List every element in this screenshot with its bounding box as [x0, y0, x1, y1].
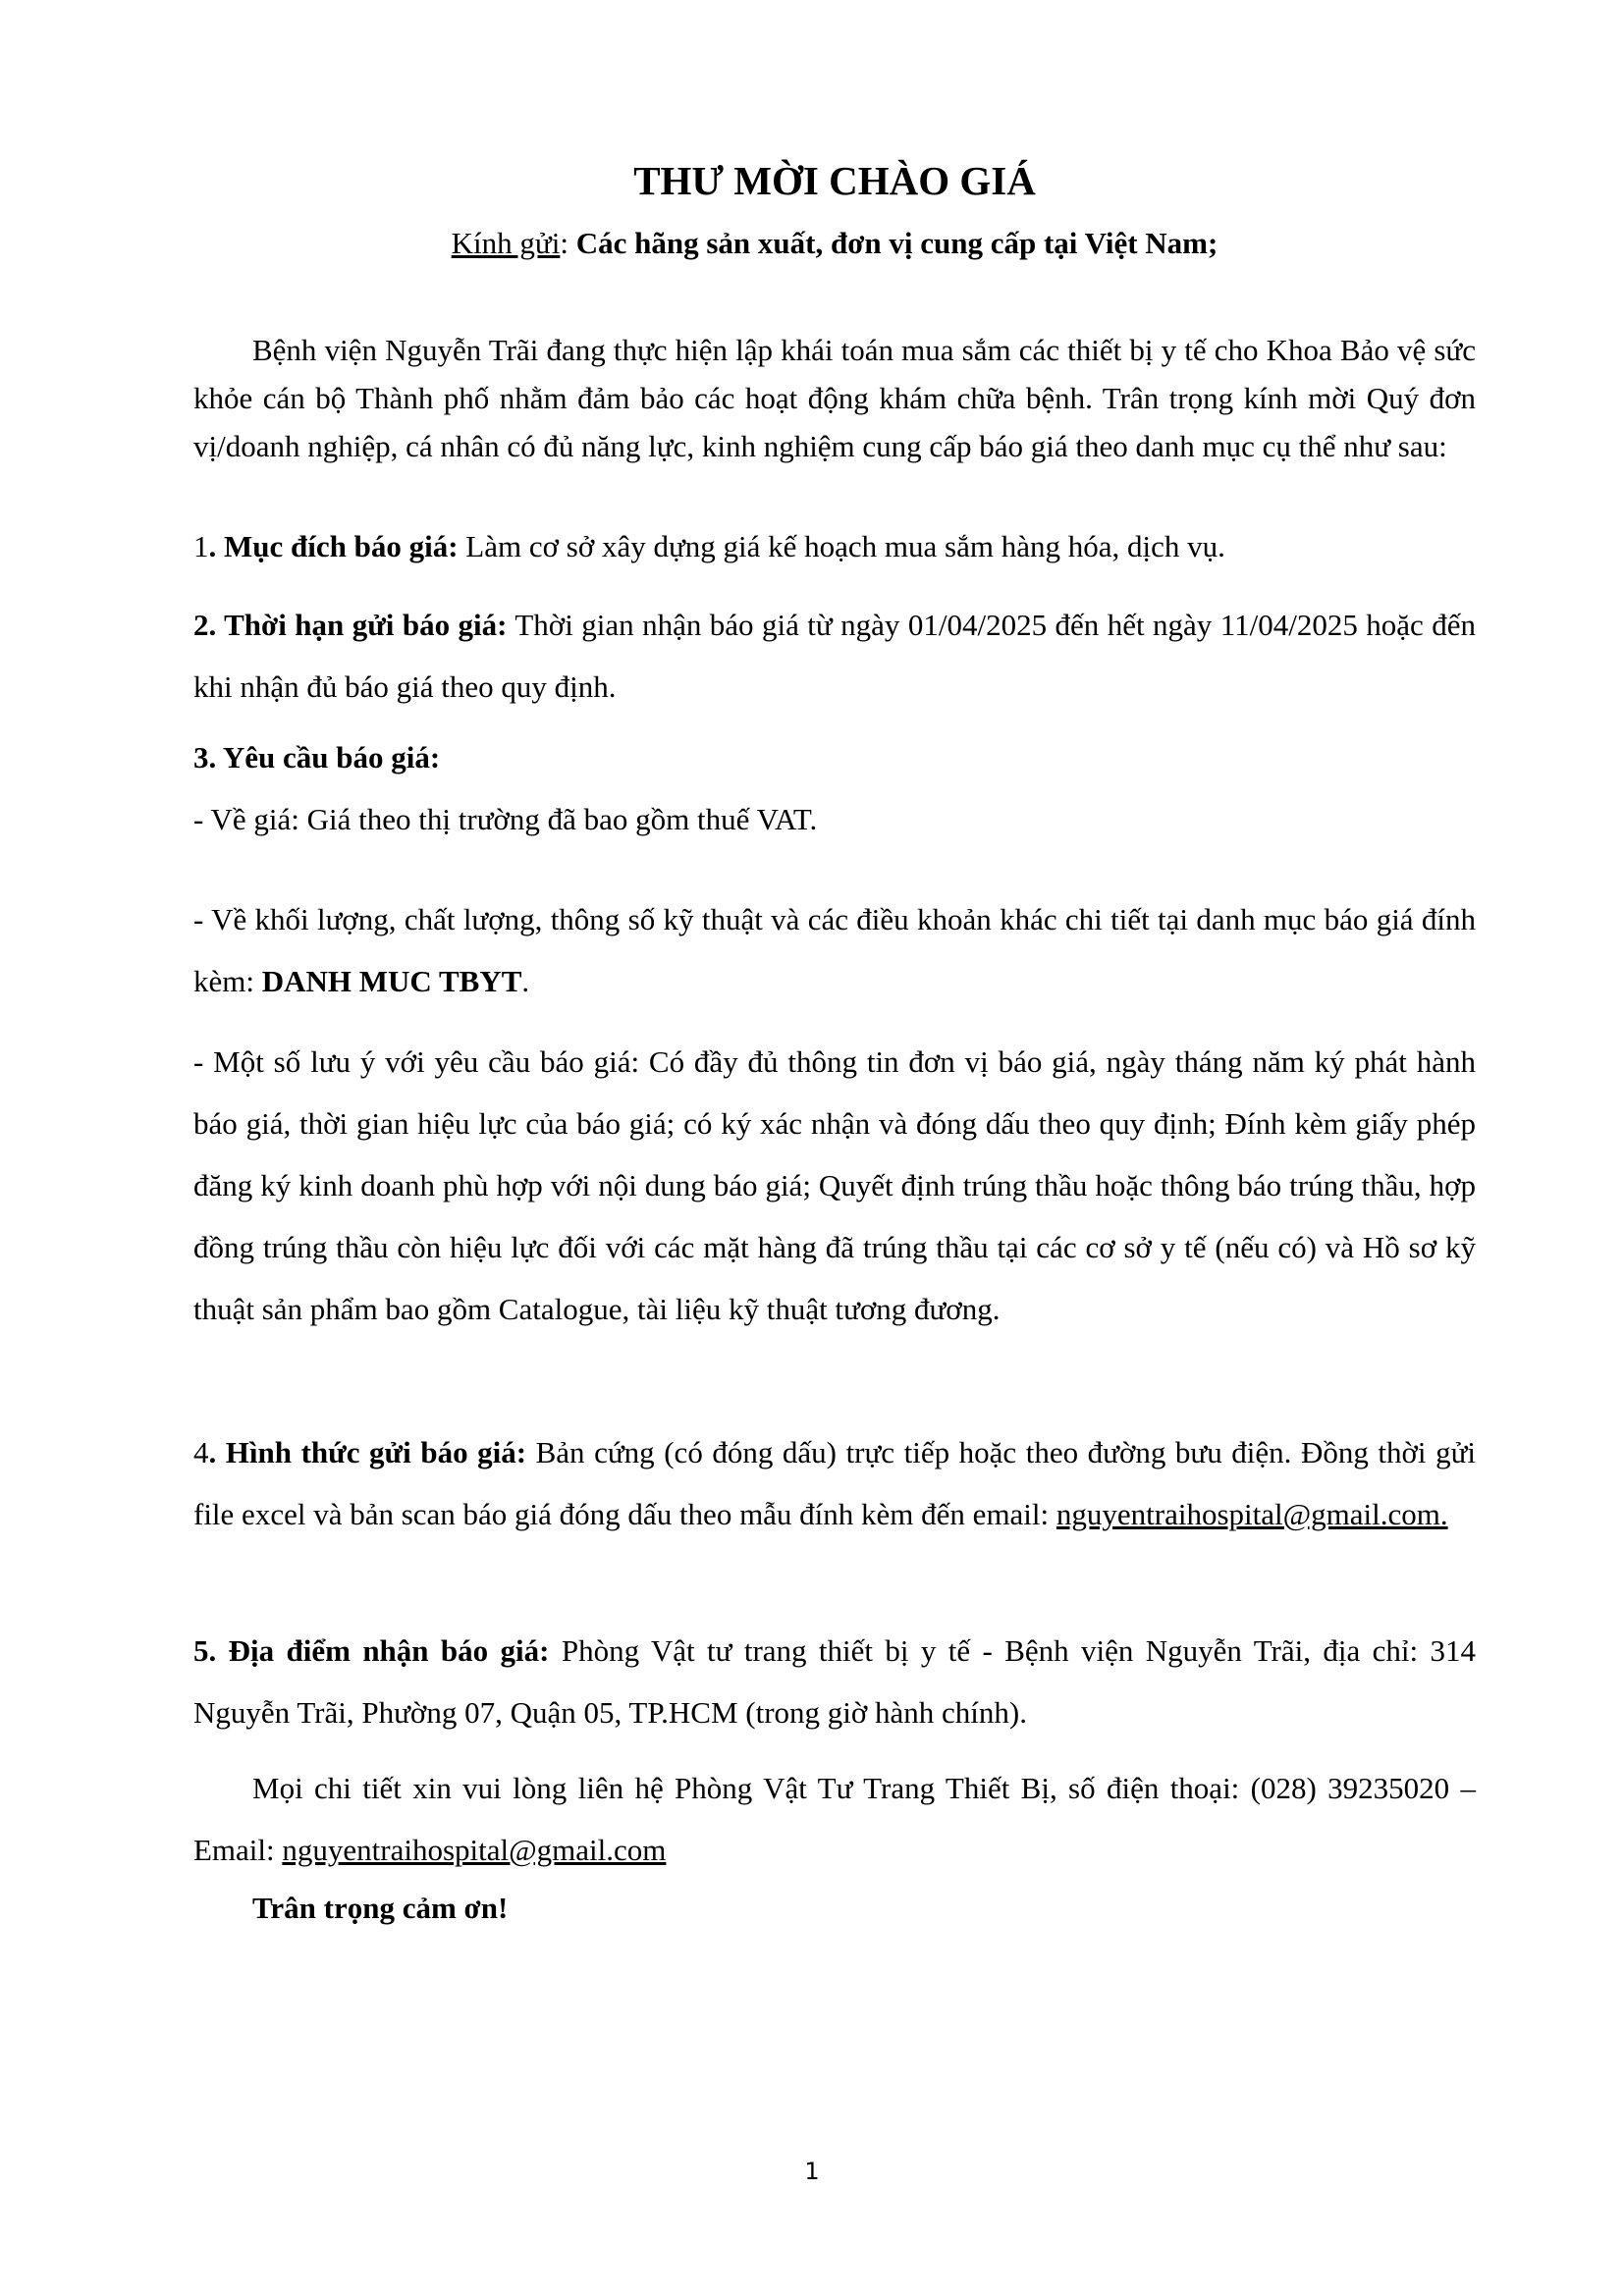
requirement-price: - Về giá: Giá theo thị trường đã bao gồm thuế VAT.	[193, 802, 818, 836]
section-purpose	[193, 522, 1476, 570]
requirement-spec-end: .	[521, 964, 530, 998]
section-deadline-text: Thời gian nhận báo giá từ ngày 01/04/2025 đến hết ngày 11/04/2025 hoặc đến khi nhận đủ báo giá theo quy định.	[193, 608, 1476, 704]
intro-paragraph: Bệnh viện Nguyễn Trãi đang thực hiện lập khái toán mua sắm các thiết bị y tế cho Khoa Bảo vệ sức khỏe cán bộ Thành phố nhằm đảm bảo các hoạt động khám chữa bệnh. Trân trọng kính mời Quý đơn vị/doanh nghiệp, cá nhân có đủ năng lực, kinh nghiệm cung cấp báo giá theo danh mục cụ thể như sau:	[193, 333, 1476, 463]
section-method-heading: . Hình thức gửi báo giá:	[208, 1435, 527, 1469]
section-deadline	[193, 594, 1476, 718]
salutation-label: Kính gửi	[451, 226, 561, 260]
requirement-notes: - Một số lưu ý với yêu cầu báo giá: Có đầy đủ thông tin đơn vị báo giá, ngày tháng năm ký phát hành báo giá, thời gian hiệu lực của báo giá; có ký xác nhận và đóng dấu theo quy định; Đính kèm giấy phép đăng ký kinh doanh phù hợp với nội dung báo giá; Quyết định trúng thầu hoặc thông báo trúng thầu, hợp đồng trúng thầu còn hiệu lực đối với các mặt hàng đã trúng thầu tại các cơ sở y tế (nếu có) và Hồ sơ kỹ thuật sản phẩm bao gồm Catalogue, tài liệu kỹ thuật tương đương.	[193, 1044, 1476, 1326]
requirement-spec-text: - Về khối lượng, chất lượng, thông số kỹ thuật và các điều khoản khác chi tiết tại danh mục báo giá đính kèm:	[193, 902, 1476, 998]
section-deadline-heading: 2. Thời hạn gửi báo giá:	[193, 608, 508, 642]
salutation	[193, 224, 1476, 263]
contact-email-link[interactable]: nguyentraihospital@gmail.com	[282, 1833, 667, 1867]
salutation-separator: :	[560, 226, 576, 260]
contact-text: Mọi chi tiết xin vui lòng liên hệ Phòng Vật Tư Trang Thiết Bị, số điện thoại: (028) 39235020 – Email:	[193, 1771, 1476, 1867]
section-location	[193, 1620, 1476, 1743]
document-title: THƯ MỜI CHÀO GIÁ	[633, 158, 1036, 203]
section-method-number: 4	[193, 1435, 209, 1469]
section-method-text: Bản cứng (có đóng dấu) trực tiếp hoặc theo đường bưu điện. Đồng thời gửi file excel và bản scan báo giá đóng dấu theo mẫu đính kèm đến email:	[193, 1435, 1476, 1531]
section-purpose-text: Làm cơ sở xây dựng giá kế hoạch mua sắm hàng hóa, dịch vụ.	[458, 529, 1225, 563]
section-location-text: Phòng Vật tư trang thiết bị y tế - Bệnh viện Nguyễn Trãi, địa chỉ: 314 Nguyễn Trãi, Phường 07, Quận 05, TP.HCM (trong giờ hành chính).	[193, 1633, 1476, 1730]
section-purpose-heading: . Mục đích báo giá:	[208, 529, 459, 563]
closing-line: Trân trọng cảm ơn!	[252, 1891, 509, 1925]
requirement-spec-attachment: DANH MUC TBYT	[261, 964, 522, 998]
contact-paragraph	[193, 1757, 1476, 1881]
section-purpose-number: 1	[193, 529, 209, 563]
salutation-recipients: Các hãng sản xuất, đơn vị cung cấp tại Việt Nam;	[575, 226, 1218, 260]
section-method-email-link[interactable]: nguyentraihospital@gmail.com.	[1056, 1497, 1448, 1531]
requirement-spec	[193, 888, 1476, 1012]
page-number: 1	[804, 2158, 820, 2185]
section-location-heading: 5. Địa điểm nhận báo giá:	[193, 1633, 550, 1668]
section-method	[193, 1421, 1476, 1545]
section-requirements-heading: 3. Yêu cầu báo giá:	[193, 740, 441, 774]
